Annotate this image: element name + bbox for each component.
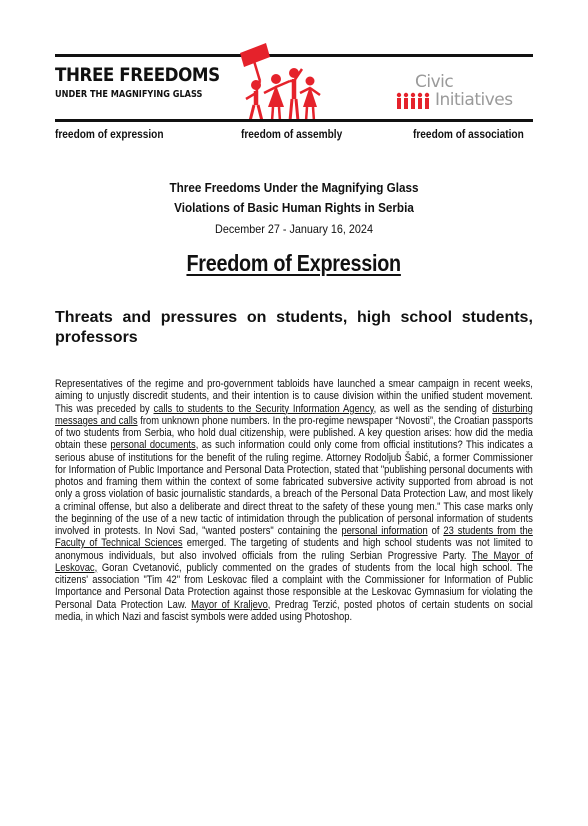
subheading-word: students,: [276, 309, 348, 326]
subheading-line1: [55, 308, 533, 328]
brand-subtitle: UNDER THE MAGNIFYING GLASS: [55, 89, 203, 100]
body-text: Goran Cvetanović, publicly commented on the grades of students from the local high school. The citizens' association "Tim 42" from Leskovac filed a complaint with the Commissioner for Information of Public Importance and Personal Data Protection against those responsible at the Leskovac Gymnasium for violating the Personal Data Protection Law.: [55, 561, 533, 611]
nav-item-freedom-of-assembly[interactable]: freedom of assembly: [241, 129, 343, 141]
body-text: of: [427, 525, 444, 537]
body-paragraph: [55, 378, 533, 623]
link-personal-documents[interactable]: personal documents: [110, 439, 196, 452]
partner-logo-line2: Initiatives: [435, 90, 513, 110]
subheading-word: school: [400, 309, 453, 326]
nav-item-freedom-of-association[interactable]: freedom of association: [413, 129, 524, 141]
link-personal-information[interactable]: personal information: [341, 525, 428, 537]
subheading-line2: professors: [55, 329, 138, 346]
subheading: [55, 308, 533, 348]
section-title: [0, 250, 588, 277]
body-text: Representatives of the regime and pro-government tabloids have launched a smear campaign in recent weeks, aiming to unjustly discredit students, and their intention is to cause division within the unified student movement. This was preceded by: [55, 378, 533, 415]
body-text: from unknown phone numbers. In the pro-regime newspaper “Novosti”, the Croatian passports of two students from Serbia, who hold dual citizenship, were published. A key question arises: how did the media obtain these: [55, 414, 533, 452]
subheading-word: students,: [461, 309, 533, 326]
body-text: Predrag Terzić, posted photos of certain students on social media, in which Nazi and fascist symbols were added using Photoshop.: [55, 598, 533, 623]
partner-logo-line1: Civic: [415, 72, 454, 92]
subheading-word: high: [357, 309, 391, 326]
section-title-text: Freedom of Expression: [186, 250, 402, 276]
body-text: , as well as the sending of: [373, 402, 493, 415]
report-title-line2: Violations of Basic Human Rights in Serbia: [174, 200, 414, 215]
header-bottom-rule: [55, 119, 533, 122]
subheading-word: pressures: [160, 309, 238, 326]
link-security-agency-calls[interactable]: calls to students to the Security Information Agency: [153, 402, 374, 415]
link-mayor-of-leskovac[interactable]: The Mayor of Leskovac,: [55, 549, 533, 574]
subheading-word: Threats: [55, 309, 113, 326]
partner-logo: [393, 72, 533, 114]
body-text: emerged. The targeting of students and high school students was not limited to anonymous individuals, but also involved officials from the ruling Serbian Progressive Party.: [55, 537, 533, 562]
protesters-with-flag-icon: [234, 41, 324, 123]
subheading-word: and: [122, 309, 151, 326]
subheading-word: on: [246, 309, 267, 326]
link-23-students[interactable]: 23 students from the Faculty of Technical Sciences: [55, 525, 533, 550]
civic-people-icon: [396, 92, 434, 110]
nav-item-freedom-of-expression[interactable]: freedom of expression: [55, 129, 164, 141]
report-dates: December 27 - January 16, 2024: [215, 222, 373, 236]
body-text: , as such information could only come from official institutions? This indicates a serious abuse of institutions for the benefit of the ruling regime. Attorney Rodoljub Šabić, a former Commissioner for Information of Public Importance and Personal Data Protection, stated that "publishing personal documents with photos and framing them within the context of some fabricated subversive activity supported from abroad is not only a gross violation of basic journalistic standards, a breach of the Personal Data Protection Law, and most likely a criminal offense, but also a deliberate and direct threat to the safety of these young men." This case marks only the beginning of the use of a new tactic of intimidation through the publication of personal information of students involved in protests. In Novi Sad, "wanted posters" containing the: [55, 439, 533, 537]
link-disturbing-messages[interactable]: disturbing messages and calls: [55, 402, 533, 427]
report-title-line1: Three Freedoms Under the Magnifying Glass: [169, 180, 419, 195]
brand-title: THREE FREEDOMS: [55, 64, 220, 86]
link-mayor-of-kraljevo[interactable]: Mayor of Kraljevo,: [191, 598, 271, 611]
